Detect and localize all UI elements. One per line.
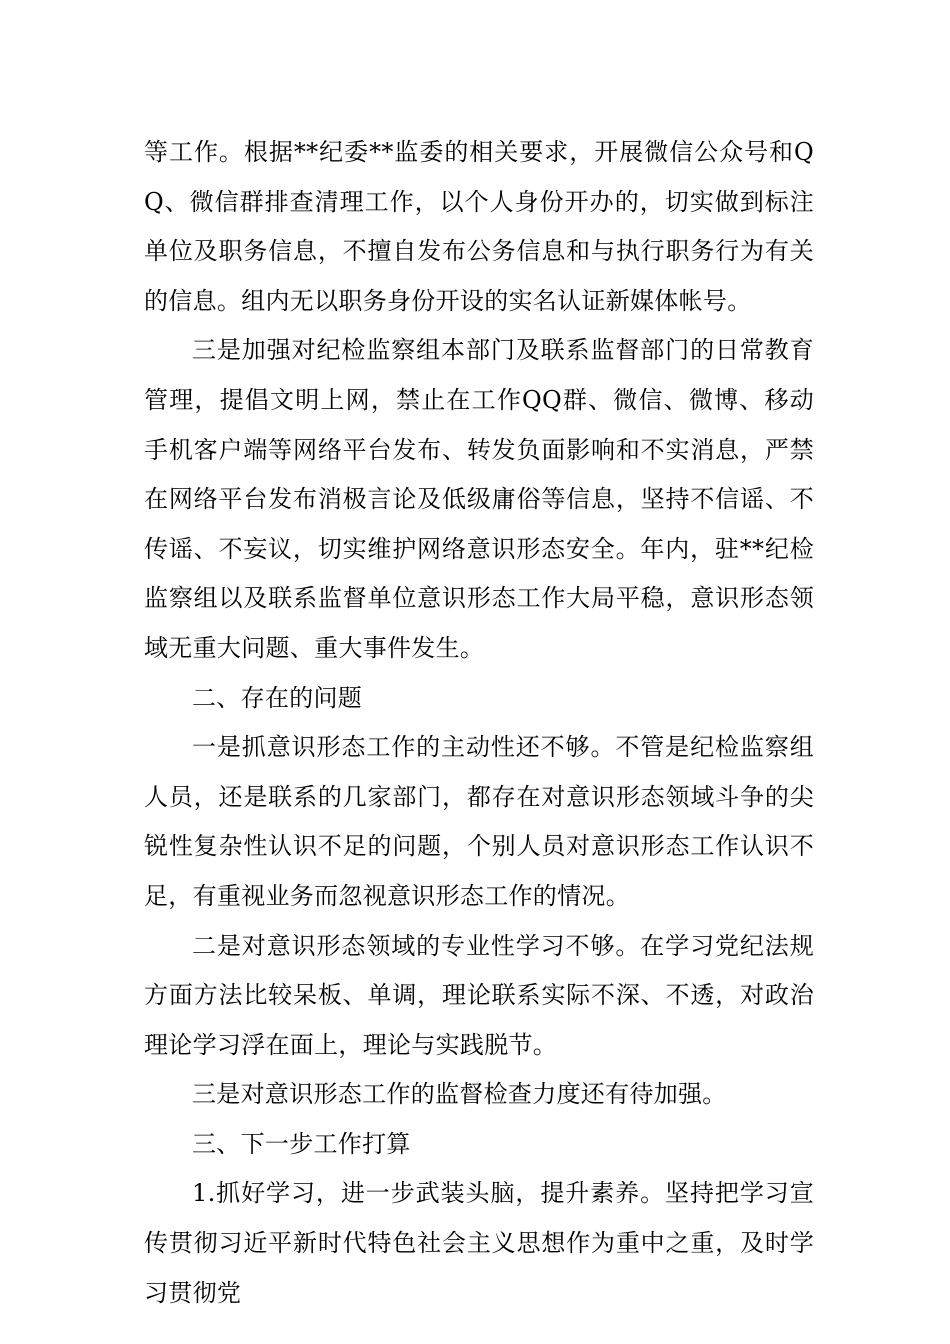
paragraph-continued-wechat-cleanup: 等工作。根据**纪委**监委的相关要求，开展微信公众号和QQ、微信群排查清理工作，以个人身份开办的，切实做到标注单位及职务信息，不擅自发布公务信息和与执行职务行为有关的信息。组内无以职务身份开设的实名认证新媒体帐号。 [144, 138, 814, 315]
paragraph-problem-professional-study: 二是对意识形态领域的专业性学习不够。在学习党纪法规方面方法比较呆板、单调，理论联系实际不深、不透，对政治理论学习浮在面上，理论与实践脱节。 [144, 931, 814, 1059]
document-body [144, 128, 814, 1318]
paragraph-next-step-study: 1.抓好学习，进一步武装头脑，提升素养。坚持把学习宣传贯彻习近平新时代特色社会主义思想作为重中之重，及时学习贯彻党 [144, 1179, 814, 1307]
section-heading-next-steps: 三、下一步工作打算 [192, 1129, 411, 1158]
paragraph-problem-supervision: 三是对意识形态工作的监督检查力度还有待加强。 [192, 1080, 727, 1109]
paragraph-problem-initiative: 一是抓意识形态工作的主动性还不够。不管是纪检监察组人员，还是联系的几家部门，都存在对意识形态领域斗争的尖锐性复杂性认识不足的问题，个别人员对意识形态工作认识不足，有重视业务而忽视意识形态工作的情况。 [144, 733, 814, 910]
paragraph-online-education-management: 三是加强对纪检监察组本部门及联系监督部门的日常教育管理，提倡文明上网，禁止在工作QQ群、微信、微博、移动手机客户端等网络平台发布、转发负面影响和不实消息，严禁在网络平台发布消极言论及低级庸俗等信息，坚持不信谣、不传谣、不妄议，切实维护网络意识形态安全。年内，驻**纪检监察组以及联系监督单位意识形态工作大局平稳，意识形态领域无重大问题、重大事件发生。 [144, 336, 814, 662]
section-heading-existing-problems: 二、存在的问题 [192, 683, 363, 712]
